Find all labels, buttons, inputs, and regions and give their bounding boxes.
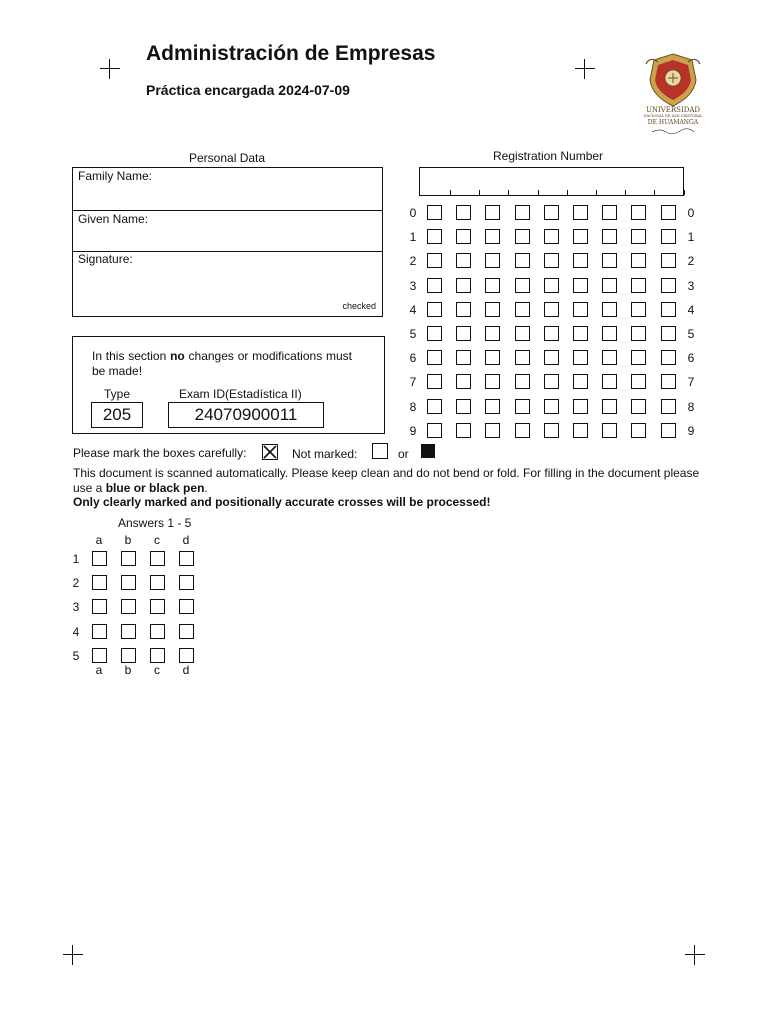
or-label: or (398, 447, 409, 461)
answer-checkbox[interactable] (150, 648, 165, 663)
registration-checkbox[interactable] (631, 326, 646, 341)
registration-checkbox[interactable] (602, 423, 617, 438)
registration-checkbox[interactable] (602, 253, 617, 268)
registration-checkbox[interactable] (485, 253, 500, 268)
registration-checkbox[interactable] (573, 423, 588, 438)
registration-checkbox[interactable] (485, 229, 500, 244)
registration-tick (479, 190, 480, 195)
para-part1: This document is scanned automatically. Please keep clean and do not bend or fold. For filling in the document please use a (73, 466, 700, 495)
registration-checkbox[interactable] (515, 302, 530, 317)
registration-checkbox[interactable] (427, 423, 442, 438)
registration-checkbox[interactable] (631, 253, 646, 268)
registration-checkbox[interactable] (544, 253, 559, 268)
registration-checkbox[interactable] (427, 399, 442, 414)
example-filled-checkbox (421, 444, 435, 458)
registration-checkbox[interactable] (515, 278, 530, 293)
registration-checkbox[interactable] (573, 278, 588, 293)
registration-checkbox[interactable] (544, 326, 559, 341)
registration-checkbox[interactable] (573, 205, 588, 220)
registration-checkbox[interactable] (544, 205, 559, 220)
registration-mark-bottom-left (63, 945, 83, 965)
page-title: Administración de Empresas (146, 42, 436, 65)
registration-checkbox[interactable] (631, 229, 646, 244)
registration-checkbox[interactable] (456, 399, 471, 414)
type-value-box: 205 (91, 402, 143, 428)
registration-checkbox[interactable] (456, 229, 471, 244)
registration-checkbox[interactable] (544, 278, 559, 293)
answer-option-label: c (154, 533, 160, 547)
registration-checkbox[interactable] (544, 374, 559, 389)
type-label: Type (104, 387, 131, 401)
warning-text: Only clearly marked and positionally accurate crosses will be processed! (73, 495, 491, 509)
registration-digit-label: 6 (409, 351, 417, 366)
answer-checkbox[interactable] (150, 575, 165, 590)
registration-tick (596, 190, 597, 195)
given-name-label: Given Name: (78, 212, 149, 226)
registration-checkbox[interactable] (631, 374, 646, 389)
personal-data-box (72, 167, 383, 317)
answer-checkbox[interactable] (92, 599, 107, 614)
registration-mark-bottom-right (685, 945, 705, 965)
registration-tick (654, 190, 655, 195)
example-marked-checkbox (262, 444, 278, 460)
registration-checkbox[interactable] (544, 399, 559, 414)
question-number-label: 1 (72, 552, 80, 566)
registration-checkbox[interactable] (544, 350, 559, 365)
registration-write-box[interactable] (419, 167, 684, 196)
registration-checkbox[interactable] (661, 374, 676, 389)
notice-text-after: changes or modifications must be made! (92, 349, 352, 378)
logo-text-line1: UNIVERSIDAD (645, 106, 701, 114)
registration-checkbox[interactable] (631, 350, 646, 365)
answers-heading: Answers 1 - 5 (118, 516, 192, 530)
exam-id-value-box: 24070900011 (168, 402, 324, 428)
registration-checkbox[interactable] (427, 229, 442, 244)
question-number-label: 2 (72, 576, 80, 591)
answer-checkbox[interactable] (179, 575, 194, 590)
registration-checkbox[interactable] (661, 350, 676, 365)
answer-option-label: b (124, 533, 132, 547)
registration-checkbox[interactable] (485, 278, 500, 293)
registration-digit-label: 4 (409, 302, 417, 317)
answer-checkbox[interactable] (179, 599, 194, 614)
registration-checkbox[interactable] (661, 302, 676, 317)
registration-checkbox[interactable] (602, 302, 617, 317)
registration-digit-label: 9 (687, 423, 695, 438)
personal-data-heading: Personal Data (189, 151, 266, 165)
registration-checkbox[interactable] (515, 399, 530, 414)
registration-mark-top-right (575, 59, 595, 79)
registration-digit-label: 2 (409, 254, 417, 269)
registration-checkbox[interactable] (427, 253, 442, 268)
answer-checkbox[interactable] (179, 648, 194, 663)
question-number-label: 4 (72, 624, 80, 639)
notice-text-bold: no (170, 349, 185, 363)
registration-checkbox[interactable] (631, 399, 646, 414)
registration-checkbox[interactable] (515, 374, 530, 389)
registration-checkbox[interactable] (602, 399, 617, 414)
registration-checkbox[interactable] (456, 205, 471, 220)
registration-checkbox[interactable] (661, 326, 676, 341)
logo-text-line2: NACIONAL DE SAN CRISTÓBAL (643, 114, 703, 118)
mark-instructions (73, 446, 246, 460)
registration-digit-label: 0 (409, 206, 417, 220)
answer-option-label: d (182, 533, 190, 547)
logo-text-line3: DE HUAMANGA (647, 119, 699, 126)
registration-digit-label: 7 (687, 375, 695, 390)
registration-digit-label: 6 (687, 351, 695, 366)
divider (73, 210, 382, 211)
no-changes-notice (72, 336, 385, 434)
answer-checkbox[interactable] (150, 551, 165, 566)
registration-checkbox[interactable] (515, 423, 530, 438)
registration-checkbox[interactable] (515, 253, 530, 268)
registration-tick (625, 190, 626, 195)
cross-mark-icon (263, 445, 277, 459)
registration-checkbox[interactable] (573, 374, 588, 389)
registration-tick (508, 190, 509, 195)
answer-checkbox[interactable] (150, 624, 165, 639)
registration-checkbox[interactable] (602, 205, 617, 220)
registration-digit-label: 9 (409, 423, 417, 438)
registration-checkbox[interactable] (456, 423, 471, 438)
registration-tick (567, 190, 568, 195)
registration-checkbox[interactable] (456, 326, 471, 341)
mark-label: Please mark the boxes carefully: (73, 446, 247, 460)
instructions-paragraph (73, 466, 713, 510)
registration-checkbox[interactable] (602, 326, 617, 341)
registration-checkbox[interactable] (427, 302, 442, 317)
para-part2: . (204, 480, 208, 495)
registration-checkbox[interactable] (427, 350, 442, 365)
registration-digit-label: 3 (687, 278, 695, 293)
registration-checkbox[interactable] (485, 374, 500, 389)
answer-checkbox[interactable] (150, 599, 165, 614)
question-number-label: 3 (72, 600, 80, 615)
answer-checkbox[interactable] (121, 551, 136, 566)
signature-label: Signature: (78, 252, 133, 266)
registration-checkbox[interactable] (661, 278, 676, 293)
registration-checkbox[interactable] (515, 350, 530, 365)
answer-checkbox[interactable] (121, 599, 136, 614)
answer-checkbox[interactable] (92, 575, 107, 590)
registration-checkbox[interactable] (544, 229, 559, 244)
registration-checkbox[interactable] (427, 326, 442, 341)
para-bold: blue or black pen (105, 480, 205, 495)
registration-checkbox[interactable] (427, 374, 442, 389)
registration-digit-label: 2 (687, 254, 695, 269)
registration-digit-label: 8 (687, 399, 695, 414)
registration-checkbox[interactable] (515, 326, 530, 341)
question-number-label: 5 (72, 648, 80, 663)
registration-checkbox[interactable] (661, 423, 676, 438)
registration-checkbox[interactable] (573, 229, 588, 244)
registration-checkbox[interactable] (544, 302, 559, 317)
registration-heading: Registration Number (493, 149, 604, 163)
registration-checkbox[interactable] (427, 278, 442, 293)
university-logo (640, 50, 706, 136)
registration-checkbox[interactable] (631, 278, 646, 293)
registration-digit-label: 0 (687, 206, 695, 220)
answer-option-label: b (124, 663, 132, 677)
answer-checkbox[interactable] (121, 648, 136, 663)
registration-checkbox[interactable] (661, 205, 676, 220)
registration-checkbox[interactable] (456, 374, 471, 389)
registration-checkbox[interactable] (427, 205, 442, 220)
registration-checkbox[interactable] (631, 302, 646, 317)
registration-digit-label: 7 (409, 375, 417, 390)
registration-checkbox[interactable] (661, 229, 676, 244)
registration-checkbox[interactable] (631, 423, 646, 438)
registration-tick (450, 190, 451, 195)
registration-checkbox[interactable] (456, 253, 471, 268)
answer-checkbox[interactable] (179, 551, 194, 566)
registration-checkbox[interactable] (485, 205, 500, 220)
registration-digit-label: 1 (687, 230, 695, 245)
registration-checkbox[interactable] (602, 278, 617, 293)
answer-option-label: c (154, 663, 160, 677)
registration-digit-label: 5 (687, 327, 695, 341)
notice-text (92, 349, 352, 379)
registration-digit-label: 4 (687, 302, 695, 317)
registration-checkbox[interactable] (456, 350, 471, 365)
exam-id-label: Exam ID(Estadística II) (179, 387, 302, 401)
example-unmarked-checkbox (372, 443, 388, 459)
registration-tick (684, 190, 685, 195)
answer-option-label: a (95, 533, 103, 547)
answer-checkbox[interactable] (121, 575, 136, 590)
answer-checkbox[interactable] (92, 648, 107, 663)
registration-checkbox[interactable] (485, 350, 500, 365)
registration-checkbox[interactable] (485, 302, 500, 317)
answer-option-label: d (182, 663, 190, 677)
registration-checkbox[interactable] (573, 326, 588, 341)
registration-checkbox[interactable] (544, 423, 559, 438)
registration-digit-label: 8 (409, 399, 417, 414)
answer-option-label: a (95, 663, 103, 677)
registration-checkbox[interactable] (573, 253, 588, 268)
registration-checkbox[interactable] (456, 302, 471, 317)
registration-checkbox[interactable] (573, 302, 588, 317)
registration-checkbox[interactable] (602, 350, 617, 365)
registration-checkbox[interactable] (573, 350, 588, 365)
registration-checkbox[interactable] (515, 205, 530, 220)
registration-checkbox[interactable] (602, 229, 617, 244)
checked-label: checked (342, 301, 376, 311)
registration-checkbox[interactable] (515, 229, 530, 244)
registration-digit-label: 3 (409, 278, 417, 293)
registration-checkbox[interactable] (573, 399, 588, 414)
page-subtitle: Práctica encargada 2024-07-09 (146, 82, 350, 98)
family-name-label: Family Name: (78, 169, 153, 183)
registration-mark-top-left (100, 59, 120, 79)
registration-checkbox[interactable] (661, 253, 676, 268)
not-marked-label: Not marked: (292, 447, 358, 461)
registration-checkbox[interactable] (661, 399, 676, 414)
registration-checkbox[interactable] (485, 399, 500, 414)
answer-checkbox[interactable] (179, 624, 194, 639)
registration-checkbox[interactable] (631, 205, 646, 220)
registration-checkbox[interactable] (456, 278, 471, 293)
registration-checkbox[interactable] (485, 423, 500, 438)
answer-checkbox[interactable] (121, 624, 136, 639)
registration-digit-label: 1 (409, 230, 417, 245)
registration-digit-label: 5 (409, 327, 417, 341)
logo-signature-icon (640, 127, 706, 137)
registration-checkbox[interactable] (485, 326, 500, 341)
answer-checkbox[interactable] (92, 551, 107, 566)
registration-checkbox[interactable] (602, 374, 617, 389)
registration-tick (538, 190, 539, 195)
notice-text-before: In this section (92, 349, 171, 363)
answer-checkbox[interactable] (92, 624, 107, 639)
